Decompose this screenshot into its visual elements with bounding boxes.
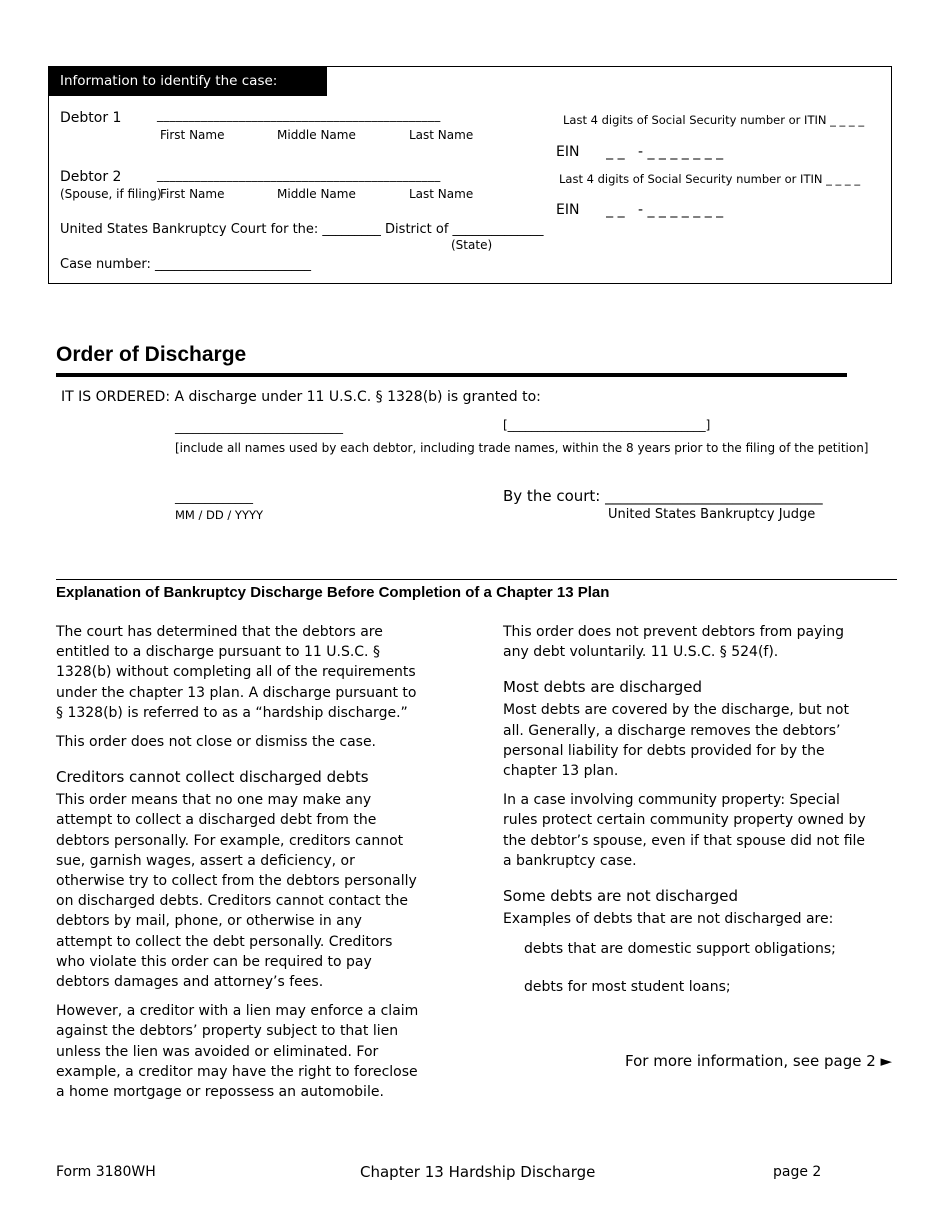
debtor1-first-name-label: First Name [160,128,225,142]
title-rule [56,373,847,377]
voluntary-payment-paragraph: This order does not prevent debtors from paying any debt voluntarily. 11 U.S.C. § 524(f). [503,624,845,661]
not-close-paragraph: This order does not close or dismiss the case. [56,734,377,751]
page-number: page 2 [773,1164,822,1180]
judge-label: United States Bankruptcy Judge [608,507,816,522]
debtor2-first-name-label: First Name [160,187,225,201]
debtor2-name-line[interactable]: _____________________________________________ [157,168,441,182]
state-label: (State) [451,238,493,252]
debtor1-label: Debtor 1 [60,110,122,126]
debtor1-ein[interactable]: EIN _ _ - _ _ _ _ _ _ _ [556,144,724,160]
date-line[interactable]: _____________ [175,490,253,504]
court-district-line[interactable]: United States Bankruptcy Court for the: _________ District of ______________ [60,222,544,237]
debtor2-ssn-label: Last 4 digits of Social Security number or ITIN _ _ _ _ [559,172,861,186]
debtor2-spouse-note: (Spouse, if filing) [60,187,162,201]
order-title: Order of Discharge [56,343,247,366]
debtor1-middle-name-label: Middle Name [277,128,356,142]
explanation-left-column [56,622,420,1102]
explanation-rule [56,579,897,580]
debtor-name-line[interactable]: ____________________________ [175,420,343,434]
date-format-label: MM / DD / YYYY [175,508,264,522]
form-number: Form 3180WH [56,1164,156,1180]
debtor-name-line-2[interactable]: [_________________________________] [503,418,711,432]
explanation-right-column [503,622,873,998]
more-info-link[interactable]: For more information, see page 2 ► [625,1052,893,1070]
community-property-paragraph: In a case involving community property: Special rules protect certain community property owned by the debtor’s spouse, even if that spouse did not file a bankruptcy case. [503,792,866,869]
it-is-ordered-text: IT IS ORDERED: A discharge under 11 U.S.C. § 1328(b) is granted to: [61,389,541,405]
student-loans-item: debts for most student loans; [524,979,731,996]
include-names-note: [include all names used by each debtor, including trade names, within the 8 years prior to the filing of the petition] [175,441,869,455]
most-debts-heading: Most debts are discharged [503,678,702,697]
most-debts-paragraph: Most debts are covered by the discharge, but not all. Generally, a discharge removes the debtors’ personal liability for debts provided for by the chapter 13 plan. [503,702,849,780]
hardship-paragraph: The court has determined that the debtors are entitled to a discharge pursuant to 11 U.S.C. § 1328(b) without completing all of the requirements under the chapter 13 plan. A discharge pursuant to § 1328(b) is referred to as a “hardship discharge.” [56,624,417,721]
explanation-title: Explanation of Bankruptcy Discharge Before Completion of a Chapter 13 Plan [56,584,610,601]
case-number-field[interactable]: Case number: ________________________ [60,257,311,272]
debtor2-last-name-label: Last Name [409,187,474,201]
creditors-paragraph: This order means that no one may make any attempt to collect a discharged debt from the debtors personally. For example, creditors cannot sue, garnish wages, assert a deficiency, or otherwise try to collect from the debtors personally on discharged debts. Creditors cannot contact the debtors by mail, phone, or otherwise in any attempt to collect the debt personally. Creditors who violate this order can be required to pay debtors damages and attorney’s fees. [56,792,417,991]
some-debts-heading: Some debts are not discharged [503,887,739,906]
by-the-court-line[interactable]: By the court: _____________________________ [503,487,823,505]
debtor1-ssn-label: Last 4 digits of Social Security number or ITIN _ _ _ _ [563,113,865,127]
domestic-support-item: debts that are domestic support obligations; [524,941,836,958]
debtor1-name-line[interactable]: _____________________________________________ [157,108,441,122]
debtor2-ein[interactable]: EIN _ _ - _ _ _ _ _ _ _ [556,202,724,218]
debtor2-middle-name-label: Middle Name [277,187,356,201]
debtor2-label: Debtor 2 [60,169,122,185]
debtor1-last-name-label: Last Name [409,128,474,142]
lien-paragraph: However, a creditor with a lien may enforce a claim against the debtors’ property subject to that lien unless the lien was avoided or eliminated. For example, a creditor may have the right to foreclose a home mortgage or repossess an automobile. [56,1003,419,1101]
footer-title: Chapter 13 Hardship Discharge [360,1163,596,1181]
creditors-heading: Creditors cannot collect discharged debts [56,768,369,787]
case-info-header: Information to identify the case: [49,67,327,96]
examples-intro: Examples of debts that are not discharged are: [503,911,834,928]
